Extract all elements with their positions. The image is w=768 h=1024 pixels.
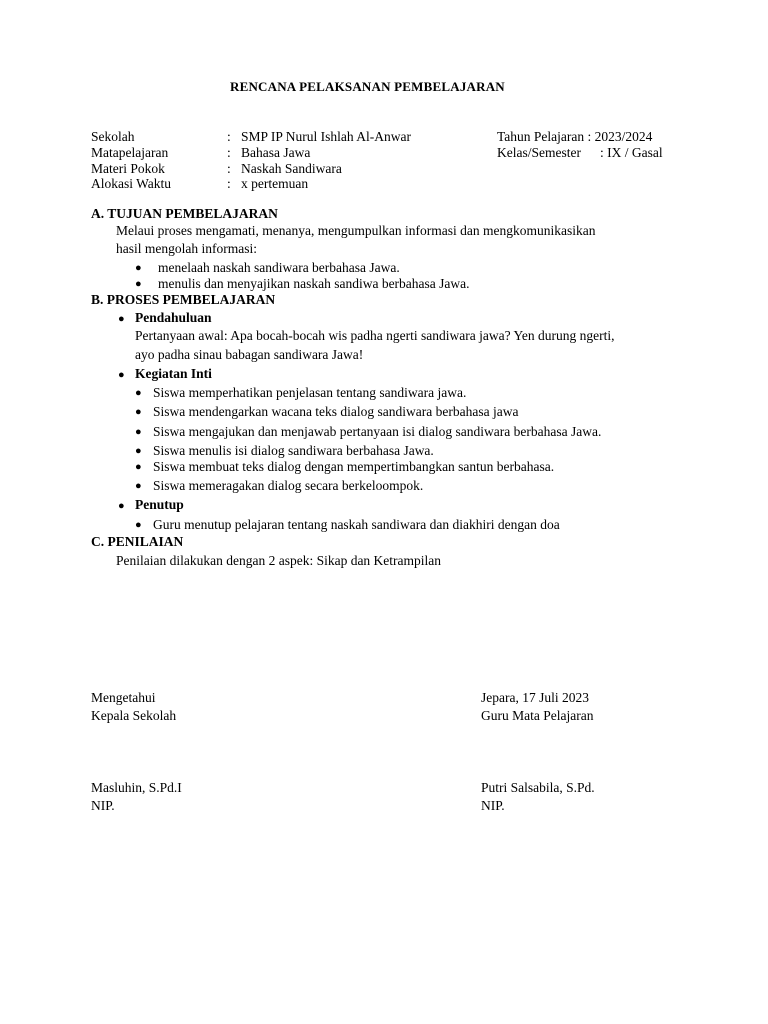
bullet-icon: ● (135, 278, 142, 290)
page-title: RENCANA PELAKSANAN PEMBELAJARAN (230, 79, 505, 94)
signature-right-name: Putri Salsabila, S.Pd. (481, 780, 595, 795)
school-value: SMP IP Nurul Ishlah Al-Anwar (241, 129, 411, 144)
bullet-icon: ● (135, 445, 142, 457)
time-value: x pertemuan (241, 176, 309, 191)
bullet-icon: ● (135, 387, 142, 399)
subheading-penutup: Penutup (135, 497, 184, 512)
bullet-icon: ● (135, 519, 142, 531)
list-item: Siswa menulis isi dialog sandiwara berbahasa Jawa. (153, 443, 434, 458)
list-item: Siswa mengajukan dan menjawab pertanyaan isi dialog sandiwara berbahasa Jawa. (153, 424, 602, 439)
signature-left-line2: Kepala Sekolah (91, 708, 177, 723)
list-item: Siswa membuat teks dialog dengan mempertimbangkan santun berbahasa. (153, 459, 555, 474)
list-item: menulis dan menyajikan naskah sandiwa berbahasa Jawa. (158, 276, 470, 291)
bullet-icon: ● (118, 500, 125, 512)
section-c-heading: C. PENILAIAN (91, 534, 184, 549)
signature-right-line2: Guru Mata Pelajaran (481, 708, 594, 723)
topic-value: Naskah Sandiwara (241, 161, 342, 176)
subheading-kegiatan-inti: Kegiatan Inti (135, 366, 212, 381)
section-b-heading: B. PROSES PEMBELAJARAN (91, 292, 276, 307)
subject-label: Matapelajaran (91, 145, 169, 160)
bullet-icon: ● (118, 313, 125, 325)
section-a-text: hasil mengolah informasi: (116, 241, 257, 256)
colon: : (227, 161, 231, 176)
bullet-icon: ● (135, 262, 142, 274)
signature-right-nip: NIP. (481, 798, 505, 813)
intro-text: ayo padha sinau babagan sandiwara Jawa! (135, 347, 364, 362)
signature-left-line1: Mengetahui (91, 690, 156, 705)
bullet-icon: ● (118, 369, 125, 381)
section-c-text: Penilaian dilakukan dengan 2 aspek: Sikap dan Ketrampilan (116, 553, 442, 568)
list-item: Guru menutup pelajaran tentang naskah sandiwara dan diakhiri dengan doa (153, 517, 560, 532)
topic-label: Materi Pokok (91, 161, 165, 176)
class-value: : IX / Gasal (600, 145, 663, 160)
colon: : (227, 176, 231, 191)
bullet-icon: ● (135, 406, 142, 418)
class-label: Kelas/Semester (497, 145, 581, 160)
section-a-text: Melaui proses mengamati, menanya, mengumpulkan informasi dan mengkomunikasikan (116, 223, 596, 238)
list-item: menelaah naskah sandiwara berbahasa Jawa. (158, 260, 400, 275)
subheading-pendahuluan: Pendahuluan (135, 310, 212, 325)
time-label: Alokasi Waktu (91, 176, 172, 191)
colon: : (227, 129, 231, 144)
bullet-icon: ● (135, 480, 142, 492)
section-a-heading: A. TUJUAN PEMBELAJARAN (91, 206, 278, 221)
list-item: Siswa memperhatikan penjelasan tentang sandiwara jawa. (153, 385, 467, 400)
academic-year: Tahun Pelajaran : 2023/2024 (497, 129, 653, 144)
school-label: Sekolah (91, 129, 135, 144)
colon: : (227, 145, 231, 160)
intro-text: Pertanyaan awal: Apa bocah-bocah wis padha ngerti sandiwara jawa? Yen durung ngerti, (135, 328, 615, 343)
list-item: Siswa mendengarkan wacana teks dialog sandiwara berbahasa jawa (153, 404, 519, 419)
signature-right-line1: Jepara, 17 Juli 2023 (481, 690, 589, 705)
signature-left-nip: NIP. (91, 798, 115, 813)
bullet-icon: ● (135, 426, 142, 438)
subject-value: Bahasa Jawa (241, 145, 311, 160)
list-item: Siswa memeragakan dialog secara berkeloompok. (153, 478, 424, 493)
bullet-icon: ● (135, 461, 142, 473)
signature-left-name: Masluhin, S.Pd.I (91, 780, 182, 795)
